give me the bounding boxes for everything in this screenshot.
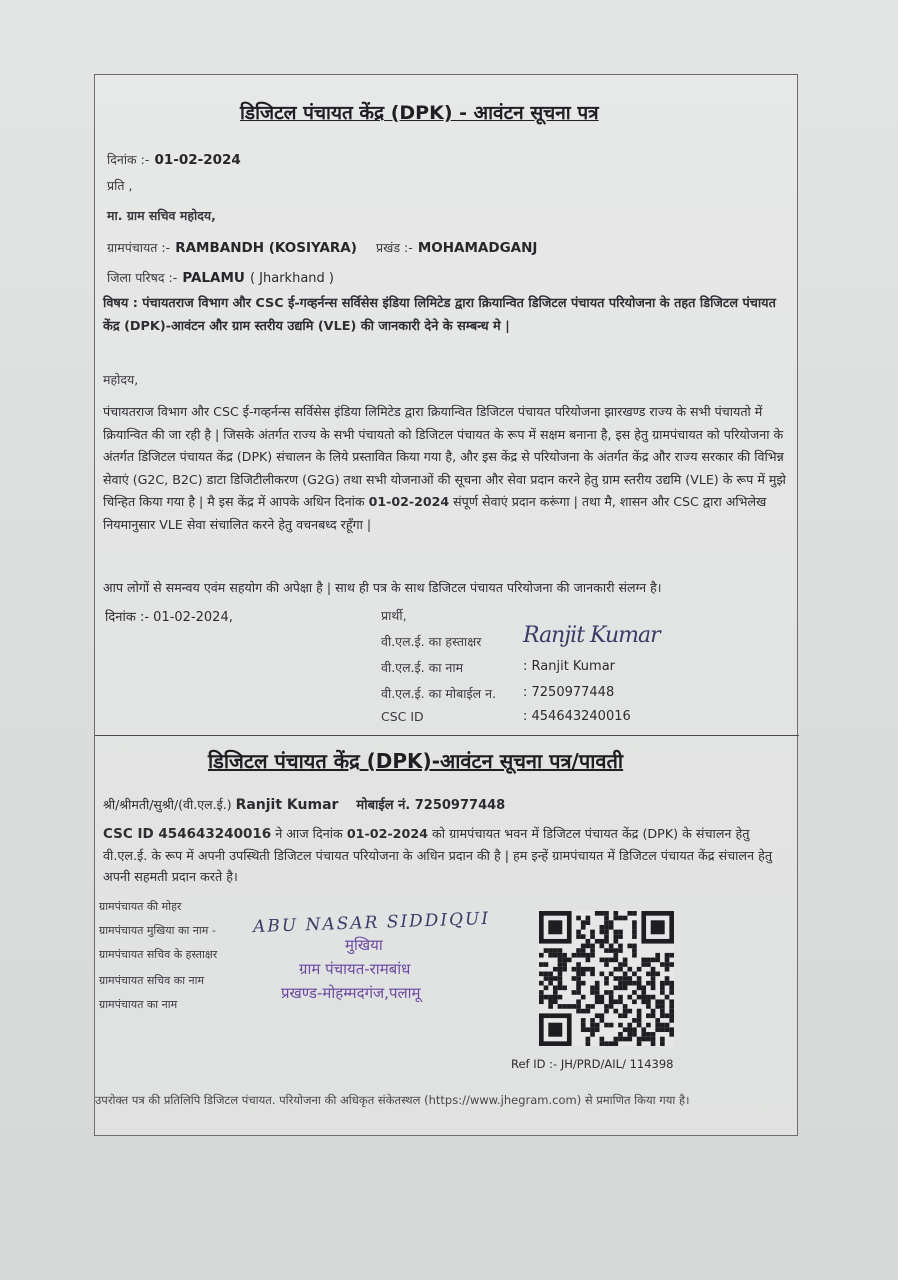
bottom-date: दिनांक :- 01-02-2024, [105, 610, 233, 625]
section-divider [95, 735, 799, 736]
csc-label: CSC ID [381, 709, 424, 724]
secretary-name-label: ग्रामपंचायत सचिव का नाम [99, 974, 205, 987]
panchayat-line [107, 237, 537, 256]
vle-mobile: मोबाईल नं. 7250977448 [356, 798, 506, 813]
receipt-text-2: को ग्रामपंचायत भवन में डिजिटल पंचायत केंद्र (DPK) के संचालन हेतु वी.एल.ई. के रूप में अपनी उपस्थिती डिजिटल पंचायत परियोजना के अधिन प्रदान की है | हम इन्हें ग्रामपंचायत में डिजिटल पंचायत केंद्र संचालन हेतु अपनी सहमती प्रदान करते है। [103, 826, 773, 884]
seal-label: ग्रामपंचायत की मोहर [99, 900, 182, 913]
addressee: मा. ग्राम सचिव महोदय, [107, 208, 216, 223]
state-value: ( Jharkhand ) [249, 271, 334, 286]
district-label: जिला परिषद :- [107, 270, 178, 285]
csc-value: : 454643240016 [523, 709, 631, 724]
receipt-csc: CSC ID 454643240016 [103, 826, 272, 842]
receipt-title: डिजिटल पंचायत केंद्र (DPK)-आवंटन सूचना पत्र/पावती [208, 749, 624, 773]
district-value: PALAMU [182, 270, 245, 286]
body-date: 01-02-2024 [368, 494, 450, 510]
date-label: दिनांक :- [107, 152, 150, 167]
vle-name-label: वी.एल.ई. का नाम [381, 660, 464, 675]
vle-mobile-label: वी.एल.ई. का मोबाईल न. [381, 686, 497, 701]
qr-code [539, 911, 674, 1046]
vle-mobile-value: : 7250977448 [523, 685, 615, 700]
salutation: महोदय, [103, 372, 139, 387]
district-line [107, 267, 334, 286]
panchayat-label: ग्रामपंचायत :- [107, 240, 171, 255]
subject-paragraph: विषय : पंचायतराज विभाग और CSC ई-गव्हर्नन्स सर्विसेस इंडिया लिमिटेड द्वारा क्रियान्वित डिजिटल पंचायत परियोजना के तहत डिजिटल पंचायत केंद्र (DPK)-आवंटन और ग्राम स्तरीय उद्यमि (VLE) की जानकारी देने के सम्बन्ध मे | [103, 296, 776, 334]
receipt-paragraph [103, 823, 793, 887]
receipt-date: 01-02-2024 [346, 826, 428, 841]
vle-signature: Ranjit Kumar [523, 623, 660, 648]
body-paragraph-1 [103, 401, 793, 537]
body-paragraph-2: आप लोगों से समन्वय एवंम सहयोग की अपेक्षा है | साथ ही पत्र के साथ डिजिटल पंचायत परियोजना की जानकारी संलग्न है। [103, 580, 662, 595]
stamp-panchayat: ग्राम पंचायत-रामबांध [299, 960, 411, 978]
vle-prefix: श्री/श्रीमती/सुश्री/(वी.एल.ई.) [103, 797, 232, 812]
panchayat-value: RAMBANDH (KOSIYARA) [175, 240, 357, 256]
prati-text: प्रति , [107, 178, 133, 193]
secretary-signature-label: ग्रामपंचायत सचिव के हस्ताक्षर [99, 948, 218, 961]
date-value: 01-02-2024 [154, 152, 241, 168]
allotment-letter [94, 74, 798, 1136]
vle-name-value: : Ranjit Kumar [523, 659, 616, 674]
block-value: MOHAMADGANJ [417, 240, 538, 256]
mukhiya-handwritten-name: ABU NASAR SIDDIQUI [252, 908, 491, 938]
ref-id: Ref ID :- JH/PRD/AIL/ 114398 [511, 1057, 674, 1071]
vle-name: Ranjit Kumar [235, 797, 339, 813]
applicant-label: प्रार्थी, [381, 608, 407, 623]
gp-name-label: ग्रामपंचायत का नाम [99, 998, 178, 1011]
signature-label: वी.एल.ई. का हस्ताक्षर [381, 634, 482, 649]
date-line [107, 149, 241, 168]
block-label: प्रखंड :- [376, 240, 413, 255]
stamp-mukhiya: मुखिया [345, 936, 383, 954]
mukhiya-label: ग्रामपंचायत मुखिया का नाम - [99, 924, 216, 937]
receipt-text-1: ने आज दिनांक [275, 826, 343, 841]
receipt-vle-line [103, 795, 505, 813]
stamp-block: प्रखण्ड-मोहम्मदगंज,पलामू [281, 984, 421, 1002]
body-text-1-end: संपूर्ण सेवाएं प्रदान करूंगा | तथा मै, शासन और CSC द्वारा अभिलेख नियमानुसार VLE सेवा संचालित करने हेतु वचनबध्द रहूँगा | [103, 494, 767, 532]
letter-title: डिजिटल पंचायत केंद्र (DPK) - आवंटन सूचना पत्र [240, 102, 599, 124]
footer-note: उपरोक्त पत्र की प्रतिलिपि डिजिटल पंचायत. परियोजना की अधिकृत संकेतस्थल (https://www.jhegram.com) से प्रमाणित किया गया है। [95, 1093, 690, 1107]
body-text-1: पंचायतराज विभाग और CSC ई-गव्हर्नन्स सर्विसेस इंडिया लिमिटेड द्वारा क्रियान्वित डिजिटल पंचायत परियोजना झारखण्ड राज्य के सभी पंचायतो में क्रियान्वित की जा रही है | जिसके अंतर्गत राज्य के सभी पंचायतो को डिजिटल पंचायत के रूप में सक्षम बनाना है, इस हेतु ग्रामपंचायत को परियोजना के अंतर्गत डिजिटल पंचायत केंद्र (DPK) संचालन के लिये प्रस्तावित किया गया है, और इस केंद्र से परियोजना के अंतर्गत केंद्र और राज्य सरकार की विभिन्न सेवाएं (G2C, B2C) डाटा डिजिटीलीकरण (G2G) तथा सभी योजनाओं की सूचना और सेवा प्रदान करने हेतु ग्राम स्तरीय उद्यमि (VLE) के रूप में मुझे चिन्हित किया गया है | मै इस केंद्र में आपके अधिन दिनांक [103, 404, 786, 510]
